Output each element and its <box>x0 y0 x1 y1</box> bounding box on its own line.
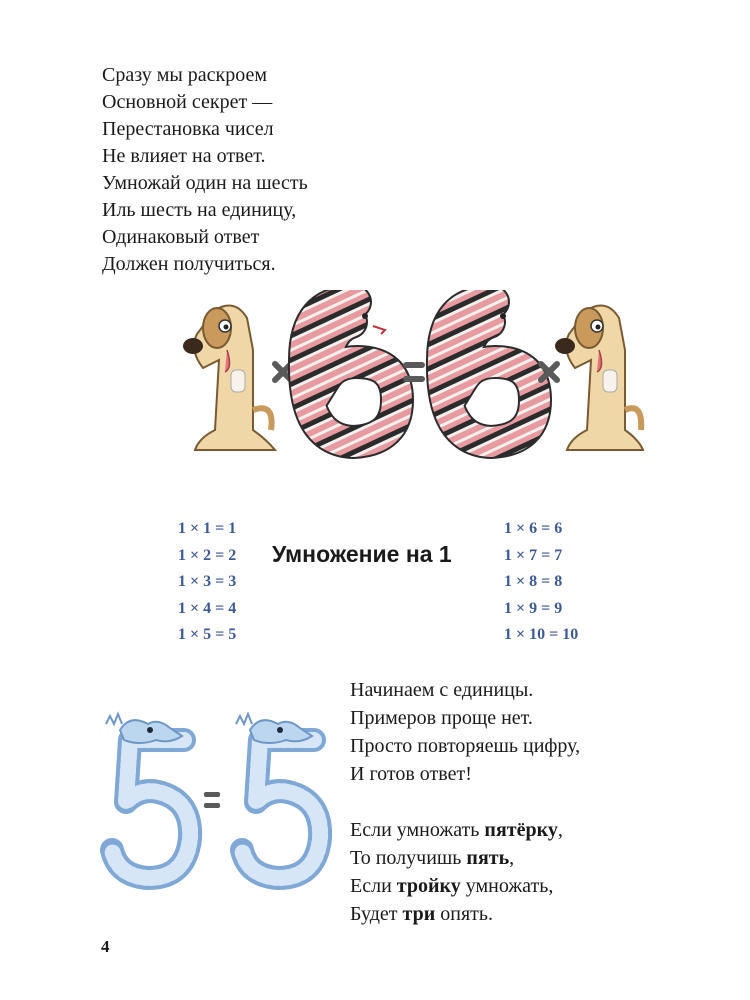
poem-line: Одинаковый ответ <box>102 226 260 248</box>
table-row: 1 × 9 = 9 <box>504 599 563 617</box>
seahorse-digit-five-icon <box>236 714 320 878</box>
table-row: 1 × 10 = 10 <box>504 626 579 643</box>
text: То получишь <box>350 847 467 869</box>
text: Если <box>350 875 397 897</box>
equals-sign-icon <box>204 792 220 808</box>
table-row: 1 × 4 = 4 <box>178 599 237 617</box>
emphasis: пять <box>466 847 510 869</box>
poem-line: Иль шесть на единицу, <box>102 199 297 221</box>
poem-line: Сразу мы раскроем <box>102 64 268 86</box>
poem-line <box>350 844 580 872</box>
poem-line: Начинаем с единицы. <box>350 679 534 701</box>
section-title: Умножение на 1 <box>272 541 452 567</box>
table-row: 1 × 3 = 3 <box>178 573 237 590</box>
poem-top <box>102 62 308 278</box>
table-row: 1 × 2 = 2 <box>178 546 237 564</box>
page-number: 4 <box>101 937 110 956</box>
poem-line: Должен получиться. <box>102 253 276 275</box>
poem-line: Не влияет на ответ. <box>102 145 266 167</box>
snake-digit-six-icon <box>305 302 397 442</box>
table-row: 1 × 8 = 8 <box>504 573 563 590</box>
snake-digit-six-icon <box>443 302 535 442</box>
text: , <box>557 819 563 841</box>
text: Будет <box>350 903 403 925</box>
poem-bottom <box>350 676 580 928</box>
table-row: 1 × 6 = 6 <box>504 520 563 537</box>
dog-digit-one-icon <box>183 306 275 451</box>
stanza-gap <box>350 788 580 816</box>
poem-line: Примеров проще нет. <box>350 707 533 729</box>
illustration-five-equals-five <box>100 710 335 890</box>
seahorse-digit-five-icon <box>106 714 190 878</box>
text: умножать, <box>460 875 554 897</box>
emphasis: тройку <box>396 875 461 897</box>
poem-line <box>350 900 580 928</box>
text: опять. <box>435 903 494 925</box>
poem-line: Просто повторяешь цифру, <box>350 735 581 757</box>
illustration-one-times-six <box>175 290 645 460</box>
multiplication-table-right <box>504 516 578 649</box>
multiplication-table-left <box>178 516 236 649</box>
poem-line: Умножай один на шесть <box>102 172 308 194</box>
poem-line <box>350 872 580 900</box>
table-row: 1 × 7 = 7 <box>504 546 563 564</box>
text: Если умножать <box>350 819 485 841</box>
poem-line: Основной секрет — <box>102 91 273 113</box>
table-row: 1 × 5 = 5 <box>178 626 237 643</box>
poem-line: И готов ответ! <box>350 763 472 785</box>
emphasis: три <box>402 903 436 925</box>
dog-digit-one-icon <box>555 306 643 451</box>
emphasis: пятёрку <box>484 819 558 841</box>
poem-line <box>350 816 580 844</box>
table-row: 1 × 1 = 1 <box>178 520 237 537</box>
poem-line: Перестановка чисел <box>102 118 274 140</box>
text: , <box>509 847 515 869</box>
